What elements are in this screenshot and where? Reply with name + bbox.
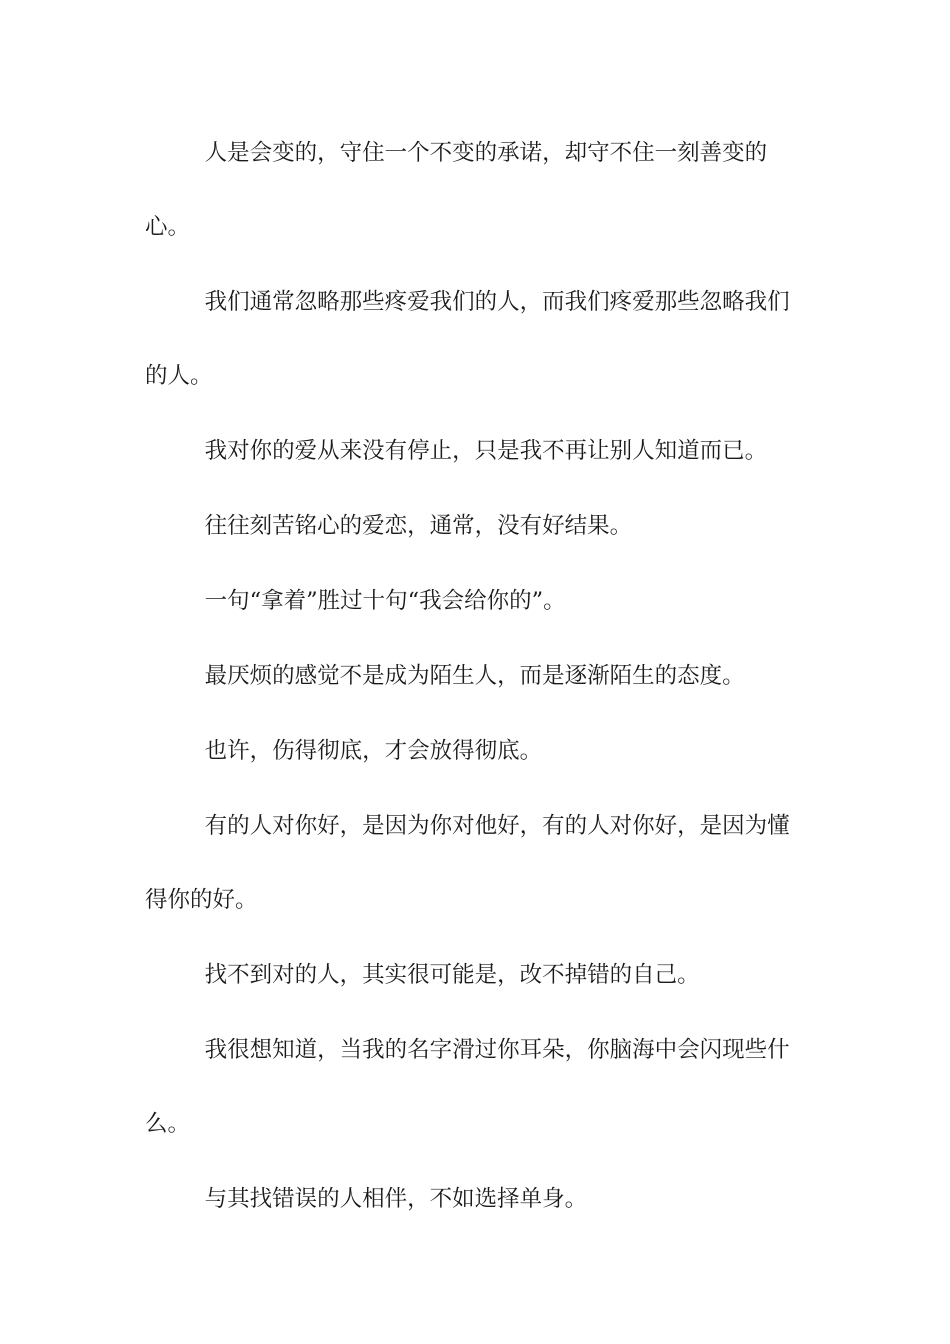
paragraph-8: 有的人对你好，是因为你对他好，有的人对你好，是因为懂得你的好。 — [145, 813, 790, 913]
paragraph-9: 找不到对的人，其实很可能是，改不掉错的自己。 — [204, 962, 700, 988]
paragraph-5: 一句“拿着”胜过十句“我会给你的”。 — [204, 588, 566, 614]
paragraph-6: 最厌烦的感觉不是成为陌生人，而是逐渐陌生的态度。 — [204, 663, 745, 689]
paragraph-1: 人是会变的，守住一个不变的承诺，却守不住一刻善变的心。 — [145, 140, 768, 240]
paragraph-2: 我们通常忽略那些疼爱我们的人，而我们疼爱那些忽略我们的人。 — [145, 289, 790, 389]
paragraph-4: 往往刻苦铭心的爱恋，通常，没有好结果。 — [204, 513, 633, 539]
document-body — [145, 130, 810, 1251]
paragraph-7: 也许，伤得彻底，才会放得彻底。 — [204, 738, 543, 764]
paragraph-10: 我很想知道，当我的名字滑过你耳朵，你脑海中会闪现些什么。 — [145, 1037, 790, 1137]
paragraph-11: 与其找错误的人相伴，不如选择单身。 — [204, 1186, 588, 1212]
paragraph-3: 我对你的爱从来没有停止，只是我不再让别人知道而已。 — [204, 438, 768, 464]
